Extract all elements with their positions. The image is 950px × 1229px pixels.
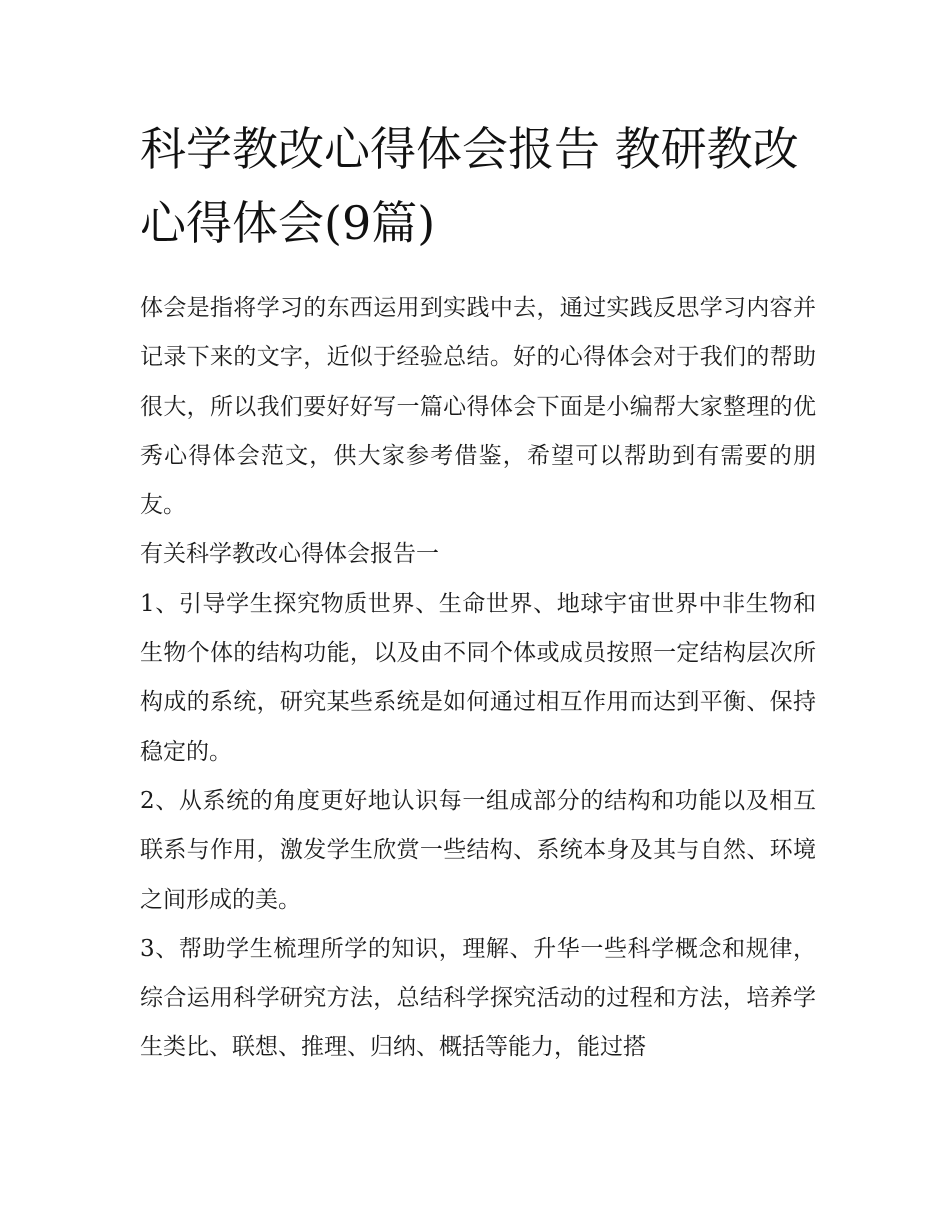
document-body [140,112,816,1073]
section-heading: 有关科学教改心得体会报告一 [140,541,439,568]
list-item-1: 1、引导学生探究物质世界、生命世界、地球宇宙世界中非生物和生物个体的结构功能，以及由不同个体或成员按照一定结构层次所构成的系统，研究某些系统是如何通过相互作用而达到平衡、保持稳定的。 [140,590,816,765]
list-item-3: 3、帮助学生梳理所学的知识，理解、升华一些科学概念和规律，综合运用科学研究方法，总结科学探究活动的过程和方法，培养学生类比、联想、推理、归纳、概括等能力，能过搭 [140,935,816,1061]
intro-paragraph: 体会是指将学习的东西运用到实践中去，通过实践反思学习内容并记录下来的文字，近似于经验总结。好的心得体会对于我们的帮助很大，所以我们要好好写一篇心得体会下面是小编帮大家整理的优秀心得体会范文，供大家参考借鉴，希望可以帮助到有需要的朋友。 [140,295,816,519]
list-item-2: 2、从系统的角度更好地认识每一组成部分的结构和功能以及相互联系与作用，激发学生欣赏一些结构、系统本身及其与自然、环境之间形成的美。 [140,787,816,913]
document-title: 科学教改心得体会报告 教研教改心得体会(9篇) [140,122,799,250]
